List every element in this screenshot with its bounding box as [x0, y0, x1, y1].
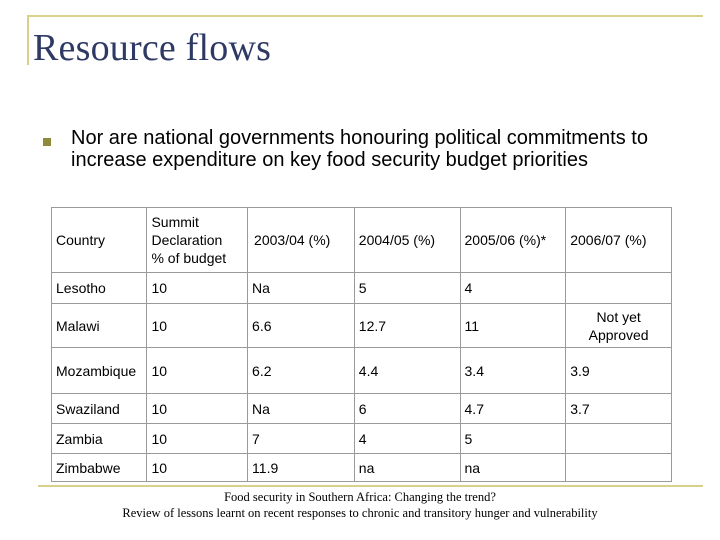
- table-header-row: [52, 208, 672, 273]
- header-2004-05: 2004/05 (%): [354, 208, 460, 273]
- cell-2003-04: 11.9: [248, 454, 355, 482]
- cell-summit: 10: [147, 394, 248, 424]
- cell-summit: 10: [147, 348, 248, 394]
- header-summit-line1: Summit: [151, 214, 199, 230]
- header-summit-line3: % of budget: [151, 250, 227, 266]
- left-frame-rule: [27, 15, 29, 65]
- footer-line1: Food security in Southern Africa: Changing the trend?: [224, 490, 496, 504]
- slide-title: Resource flows: [33, 27, 272, 69]
- header-2006-07: 2006/07 (%): [566, 208, 672, 273]
- table-row: [52, 454, 672, 482]
- footer: [0, 489, 720, 521]
- cell-2003-04: 7: [248, 424, 355, 454]
- header-summit-declaration: [147, 208, 248, 273]
- cell-2005-06: 4: [460, 273, 566, 304]
- cell-2006-07: 3.7: [566, 394, 672, 424]
- cell-2004-05: 6: [354, 394, 460, 424]
- cell-2005-06: 11: [460, 304, 566, 348]
- cell-2003-04: 6.6: [248, 304, 355, 348]
- top-frame-rule: [27, 15, 703, 17]
- cell-2004-05: 5: [354, 273, 460, 304]
- cell-2006-07: [566, 424, 672, 454]
- cell-2005-06: 5: [460, 424, 566, 454]
- footer-line2: Review of lessons learnt on recent responses to chronic and transitory hunger and vulnerability: [122, 506, 598, 520]
- header-summit-line2: Declaration: [151, 232, 223, 248]
- cell-summit: 10: [147, 304, 248, 348]
- footer-rule: [38, 485, 703, 487]
- cell-country: Lesotho: [52, 273, 147, 304]
- cell-country: Malawi: [52, 304, 147, 348]
- table-row: [52, 424, 672, 454]
- header-country: Country: [52, 208, 147, 273]
- cell-2006-07: [566, 454, 672, 482]
- bullet-marker: [43, 138, 51, 146]
- cell-2004-05: na: [354, 454, 460, 482]
- cell-2006-07: [566, 273, 672, 304]
- cell-2005-06: 3.4: [460, 348, 566, 394]
- cell-2005-06: na: [460, 454, 566, 482]
- cell-country: Zambia: [52, 424, 147, 454]
- header-2005-06: 2005/06 (%)*: [460, 208, 566, 273]
- cell-2005-06: 4.7: [460, 394, 566, 424]
- cell-2004-05: 4: [354, 424, 460, 454]
- cell-country: Swaziland: [52, 394, 147, 424]
- cell-2003-04: Na: [248, 394, 355, 424]
- table-row: [52, 394, 672, 424]
- cell-2003-04: 6.2: [248, 348, 355, 394]
- cell-2006-07: Not yet Approved: [566, 304, 672, 348]
- header-2003-04: [248, 208, 355, 273]
- cell-country: Zimbabwe: [52, 454, 147, 482]
- cell-country: Mozambique: [52, 348, 147, 394]
- cell-2004-05: 12.7: [354, 304, 460, 348]
- table-row: [52, 273, 672, 304]
- budget-table: [51, 207, 672, 482]
- bullet-text: Nor are national governments honouring political commitments to increase expenditure on key food security budget priorities: [71, 127, 648, 171]
- header-2003-04-label: 2003/04 (%): [254, 232, 331, 248]
- cell-summit: 10: [147, 273, 248, 304]
- cell-2006-07: 3.9: [566, 348, 672, 394]
- cell-2004-05: 4.4: [354, 348, 460, 394]
- cell-summit: 10: [147, 454, 248, 482]
- cell-2003-04: Na: [248, 273, 355, 304]
- cell-summit: 10: [147, 424, 248, 454]
- table-row: [52, 304, 672, 348]
- table-row: [52, 348, 672, 394]
